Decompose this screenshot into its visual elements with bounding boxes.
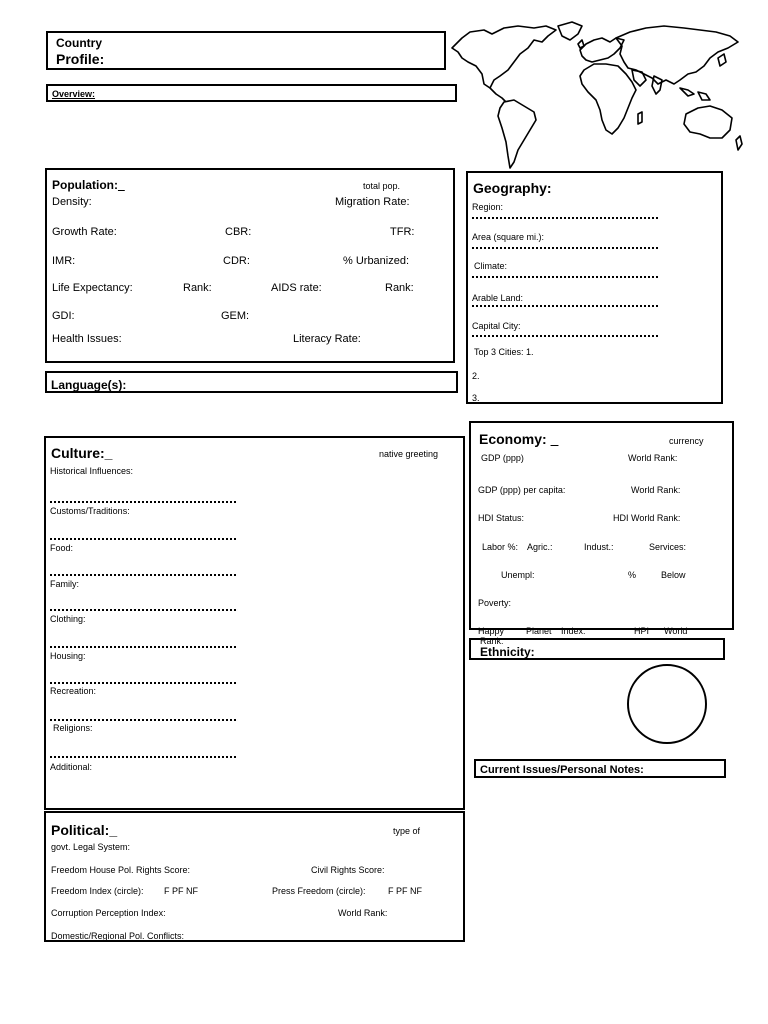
overview-label: Overview: (52, 89, 96, 99)
tfr-label: TFR: (390, 226, 415, 238)
gdp-per-capita-label: GDP (ppp) per capita: (478, 485, 566, 495)
indust-label: Indust.: (584, 542, 614, 552)
climate-label: Climate: (474, 261, 508, 271)
hdi-status-label: HDI Status: (478, 513, 525, 523)
gdp-ppp-label: GDP (ppp) (481, 453, 524, 463)
below-label: Below (661, 570, 686, 580)
currency-label: currency (669, 436, 704, 446)
ethnicity-box (469, 638, 725, 660)
aids-rate-label: AIDS rate: (271, 282, 322, 294)
gdp-world-rank-label: World Rank: (628, 453, 678, 463)
freedom-index-options[interactable]: F PF NF (164, 886, 198, 896)
aids-rank-label: Rank: (385, 282, 414, 294)
arable-land-label: Arable Land: (472, 293, 524, 303)
agric-label: Agric.: (527, 542, 553, 552)
food-label: Food: (50, 543, 74, 553)
country-label: Country (56, 36, 102, 50)
political-world-rank-label: World Rank: (338, 908, 388, 918)
hpi-rank-label: Rank: (480, 636, 504, 646)
profile-label: Profile: (56, 51, 105, 67)
imr-label: IMR: (52, 255, 76, 267)
gem-label: GEM: (221, 310, 250, 322)
recreation-line (50, 719, 236, 721)
population-heading: Population:_ (52, 178, 125, 192)
health-issues-label: Health Issues: (52, 333, 122, 345)
cbr-label: CBR: (225, 226, 252, 238)
labor-label: Labor %: (482, 542, 519, 552)
historical-line (50, 501, 236, 503)
city2-label: 2. (472, 371, 480, 381)
customs-line (50, 538, 236, 540)
geography-box (466, 171, 723, 404)
world-map-icon (448, 18, 744, 170)
flag-circle (627, 664, 707, 744)
corruption-label: Corruption Perception Index: (51, 908, 166, 918)
overview-box (46, 84, 457, 102)
area-line (472, 247, 658, 249)
planet-label: Planet (526, 626, 552, 636)
family-line (50, 609, 236, 611)
country-profile-box (46, 31, 446, 70)
freedom-index-label: Freedom Index (circle): (51, 886, 144, 896)
customs-label: Customs/Traditions: (50, 506, 130, 516)
culture-box (44, 436, 465, 810)
poverty-label: Poverty: (478, 598, 512, 608)
top3-cities-label: Top 3 Cities: 1. (474, 347, 534, 357)
religions-label: Religions: (53, 723, 93, 733)
happy-label: Happy (478, 626, 505, 636)
clothing-line (50, 646, 236, 648)
political-heading: Political:_ (51, 822, 118, 838)
literacy-rate-label: Literacy Rate: (293, 333, 361, 345)
govt-legal-label: govt. Legal System: (51, 842, 131, 852)
percent-label: % (628, 570, 637, 580)
total-pop-label: total pop. (363, 181, 401, 191)
political-box (44, 811, 465, 942)
urbanized-label: % Urbanized: (343, 255, 410, 267)
economy-box (469, 421, 734, 636)
press-freedom-label: Press Freedom (circle): (272, 886, 366, 896)
region-line (472, 217, 658, 219)
current-issues-label: Current Issues/Personal Notes: (480, 764, 644, 776)
geography-heading: Geography: (473, 180, 552, 196)
climate-line (472, 276, 658, 278)
recreation-label: Recreation: (50, 686, 97, 696)
current-issues-box (474, 759, 726, 778)
ethnicity-label: Ethnicity: (480, 645, 535, 659)
cdr-label: CDR: (223, 255, 250, 267)
gdp-per-capita-rank-label: World Rank: (631, 485, 681, 495)
family-label: Family: (50, 579, 79, 589)
arable-line (472, 305, 658, 307)
unempl-label: Unempl: (501, 570, 535, 580)
food-line (50, 574, 236, 576)
growth-rate-label: Growth Rate: (52, 226, 117, 238)
culture-heading: Culture:_ (51, 445, 113, 461)
capital-line (472, 335, 658, 337)
economy-heading: Economy: _ (479, 431, 559, 447)
hdi-world-rank-label: HDI World Rank: (613, 513, 681, 523)
freedom-house-label: Freedom House Pol. Rights Score: (51, 865, 191, 875)
housing-label: Housing: (50, 651, 86, 661)
life-rank-label: Rank: (183, 282, 212, 294)
civil-rights-label: Civil Rights Score: (311, 865, 385, 875)
native-greeting-label: native greeting (379, 449, 439, 459)
hpi-label: HPI (634, 626, 650, 636)
area-label: Area (square mi.): (472, 232, 545, 242)
services-label: Services: (649, 542, 687, 552)
historical-influences-label: Historical Influences: (50, 466, 134, 476)
region-label: Region: (472, 202, 504, 212)
religions-line (50, 756, 236, 758)
housing-line (50, 682, 236, 684)
capital-city-label: Capital City: (472, 321, 521, 331)
languages-box (45, 371, 458, 393)
index-label: Index: (561, 626, 586, 636)
world-label: World (664, 626, 688, 636)
languages-label: Language(s): (51, 378, 127, 392)
type-of-label: type of (393, 826, 421, 836)
gdi-label: GDI: (52, 310, 75, 322)
migration-rate-label: Migration Rate: (335, 196, 410, 208)
density-label: Density: (52, 196, 92, 208)
life-expectancy-label: Life Expectancy: (52, 282, 133, 294)
population-box (45, 168, 455, 363)
press-freedom-options[interactable]: F PF NF (388, 886, 422, 896)
city3-label: 3. (472, 393, 480, 403)
additional-label: Additional: (50, 762, 93, 772)
domestic-conflicts-label: Domestic/Regional Pol. Conflicts: (51, 931, 185, 941)
clothing-label: Clothing: (50, 614, 86, 624)
